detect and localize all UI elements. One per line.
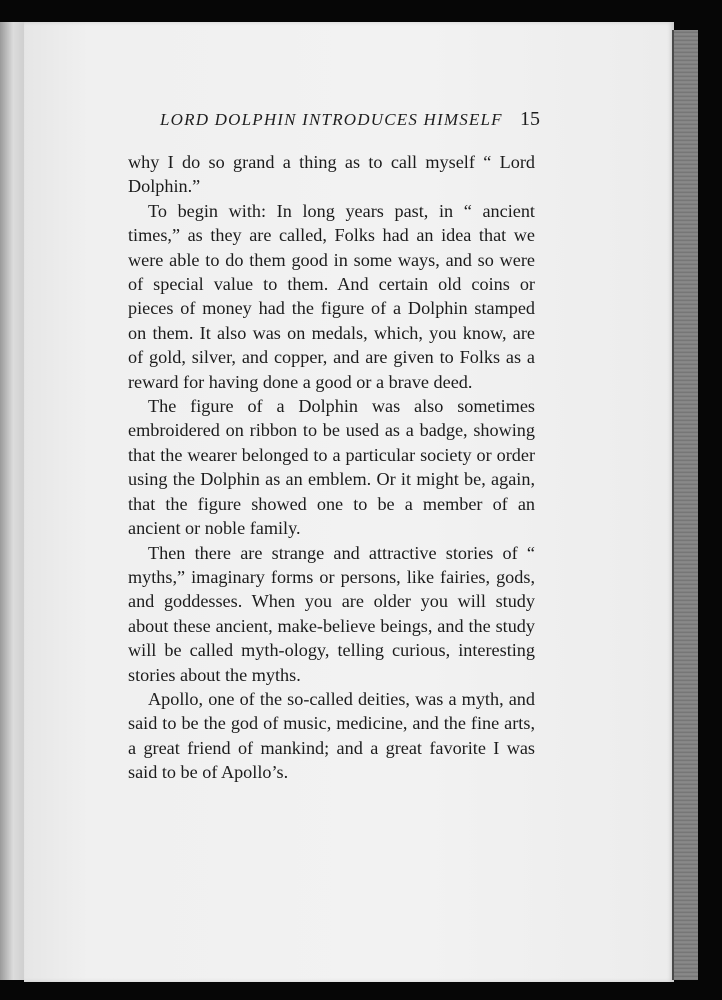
running-title: LORD DOLPHIN INTRODUCES HIMSELF bbox=[160, 110, 503, 129]
paragraph-continued: why I do so grand a thing as to call myself “ Lord Dolphin.” bbox=[128, 152, 535, 197]
paragraph: To begin with: In long years past, in “ ancient times,” as they are called, Folks had an idea that we were able to do them good in some ways, and so were of special value to them. And certain old coins or pieces of money had the figure of a Dolphin stamped on them. It also was on medals, which, you know, are of gold, silver, and copper, and are given to Folks as a reward for having done a good or a brave deed. bbox=[128, 200, 535, 392]
paragraph: The figure of a Dolphin was also sometimes embroidered on ribbon to be used as a badge, showing that the wearer belonged to a particular society or order using the Dolphin as an emblem. Or it might be, again, that the figure showed one to be a member of an ancient or noble family. bbox=[128, 396, 535, 539]
paragraph: Apollo, one of the so-called deities, was a myth, and said to be the god of music, medicine, and the fine arts, a great friend of mankind; and a great favorite I was said to be of Apollo’s. bbox=[128, 688, 535, 783]
paragraph: Then there are strange and attractive stories of “ myths,” imaginary forms or persons, like fairies, gods, and goddesses. When you are older you will study about these ancient, make-believe beings, and the study will be called myth-ology, telling curious, interesting stories about the myths. bbox=[128, 542, 535, 685]
running-header bbox=[160, 108, 540, 131]
book-cover-edge bbox=[672, 30, 698, 980]
body-text bbox=[128, 150, 535, 785]
left-page-edge bbox=[0, 22, 24, 980]
page-number: 15 bbox=[520, 108, 540, 130]
